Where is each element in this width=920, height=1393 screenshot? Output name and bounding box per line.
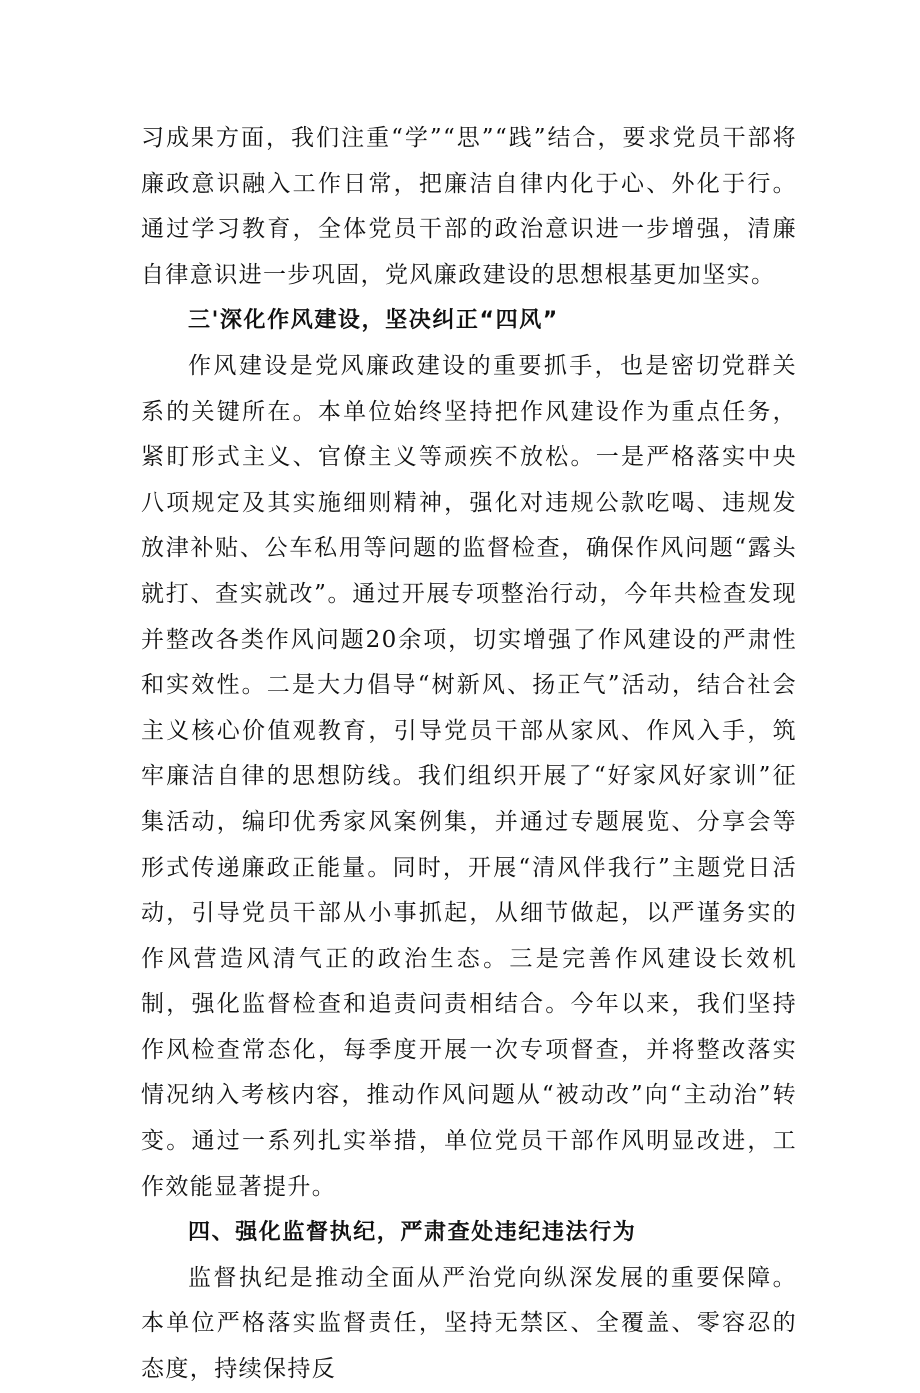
document-body — [141, 116, 797, 1393]
paragraph-study-results: 习成果方面，我们注重“学”“思”“践”结合，要求党员干部将廉政意识融入工作日常，把廉洁自律内化于心、外化于行。通过学习教育，全体党员干部的政治意识进一步增强，清廉自律意识进一步巩固，党风廉政建设的思想根基更加坚实。 — [141, 125, 797, 288]
section-heading-3: 三'深化作风建设，坚决纠正“四风” — [188, 308, 559, 334]
paragraph-work-style: 作风建设是党风廉政建设的重要抓手，也是密切党群关系的关键所在。本单位始终坚持把作风建设作为重点任务，紧盯形式主义、官僚主义等顽疾不放松。一是严格落实中央八项规定及其实施细则精神，强化对违规公款吃喝、违规发放津补贴、公车私用等问题的监督检查，确保作风问题“露头就打、查实就改”。通过开展专项整治行动，今年共检查发现并整改各类作风问题20余项，切实增强了作风建设的严肃性和实效性。二是大力倡导“树新风、扬正气”活动，结合社会主义核心价值观教育，引导党员干部从家风、作风入手，筑牢廉洁自律的思想防线。我们组织开展了“好家风好家训”征集活动，编印优秀家风案例集，并通过专题展览、分享会等形式传递廉政正能量。同时，开展“清风伴我行”主题党日活动，引导党员干部从小事抓起，从细节做起，以严谨务实的作风营造风清气正的政治生态。三是完善作风建设长效机制，强化监督检查和追责问责相结合。今年以来，我们坚持作风检查常态化，每季度开展一次专项督查，并将整改落实情况纳入考核内容，推动作风问题从“被动改”向“主动治”转变。通过一系列扎实举措，单位党员干部作风明显改进，工作效能显著提升。 — [141, 352, 797, 1200]
section-heading-4: 四、强化监督执纪，严肃查处违纪违法行为 — [188, 1220, 637, 1246]
paragraph-supervision: 监督执纪是推动全面从严治党向纵深发展的重要保障。本单位严格落实监督责任，坚持无禁区、全覆盖、零容忍的态度，持续保持反 — [141, 1264, 797, 1383]
